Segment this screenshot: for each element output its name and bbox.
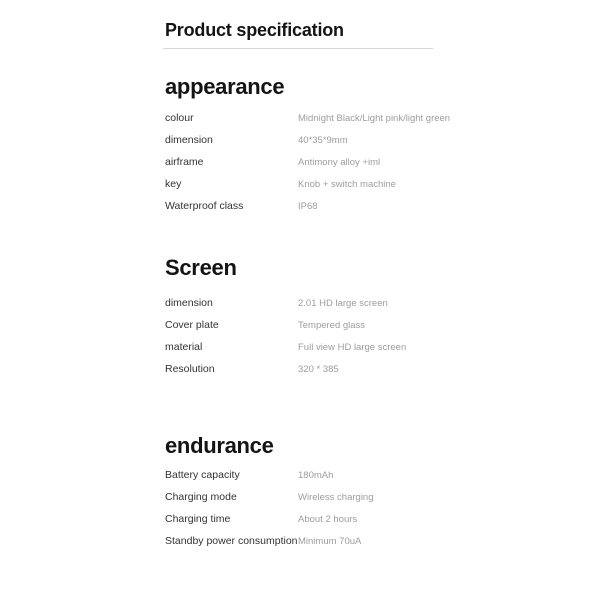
spec-value: 40*35*9mm: [298, 135, 348, 146]
spec-row-standby-power-consumption: [165, 530, 435, 552]
spec-value: Antimony alloy +iml: [298, 157, 381, 168]
section-heading-endurance: endurance: [165, 433, 274, 458]
section-endurance: [165, 433, 435, 552]
spec-label: dimension: [165, 134, 213, 146]
spec-row-cover-plate: [165, 314, 435, 336]
section-heading-screen: Screen: [165, 255, 237, 280]
section-screen: [165, 255, 435, 380]
spec-row-airframe: [165, 151, 435, 173]
spec-label: Waterproof class: [165, 200, 244, 212]
spec-row-key: [165, 173, 435, 195]
spec-label: airframe: [165, 156, 204, 168]
spec-rows-appearance: [165, 107, 451, 217]
spec-value: Wireless charging: [298, 492, 374, 503]
spec-row-resolution: [165, 358, 435, 380]
spec-value: About 2 hours: [298, 514, 358, 525]
spec-value: Full view HD large screen: [298, 342, 407, 353]
spec-rows-screen: [165, 292, 435, 380]
spec-row-waterproof-class: [165, 195, 435, 217]
spec-row-screen-dimension: [165, 292, 435, 314]
spec-value: 320 * 385: [298, 364, 339, 375]
section-appearance: [165, 74, 451, 217]
spec-label: key: [165, 178, 182, 190]
spec-value: Minimum 70uA: [298, 536, 362, 547]
spec-row-charging-time: [165, 508, 435, 530]
spec-label: dimension: [165, 297, 213, 309]
spec-row-charging-mode: [165, 486, 435, 508]
spec-value: 2.01 HD large screen: [298, 298, 388, 309]
spec-row-battery-capacity: [165, 464, 435, 486]
title-divider: [163, 48, 433, 49]
spec-rows-endurance: [165, 464, 435, 552]
spec-value: Knob + switch machine: [298, 179, 396, 190]
spec-value: Midnight Black/Light pink/light green: [298, 113, 451, 124]
spec-value: IP68: [298, 201, 318, 212]
spec-label: Charging time: [165, 513, 231, 525]
spec-label: material: [165, 341, 203, 353]
section-heading-appearance: appearance: [165, 74, 285, 99]
spec-row-dimension: [165, 129, 435, 151]
spec-row-material: [165, 336, 435, 358]
spec-value: 180mAh: [298, 470, 334, 481]
page-title: Product specification: [165, 20, 344, 40]
spec-label: Cover plate: [165, 319, 219, 331]
spec-value: Tempered glass: [298, 320, 366, 331]
spec-label: colour: [165, 112, 194, 124]
spec-label: Battery capacity: [165, 469, 240, 481]
spec-label: Resolution: [165, 363, 215, 375]
spec-label: Charging mode: [165, 491, 237, 503]
spec-label: Standby power consumption: [165, 535, 298, 547]
spec-row-colour: [165, 107, 451, 129]
